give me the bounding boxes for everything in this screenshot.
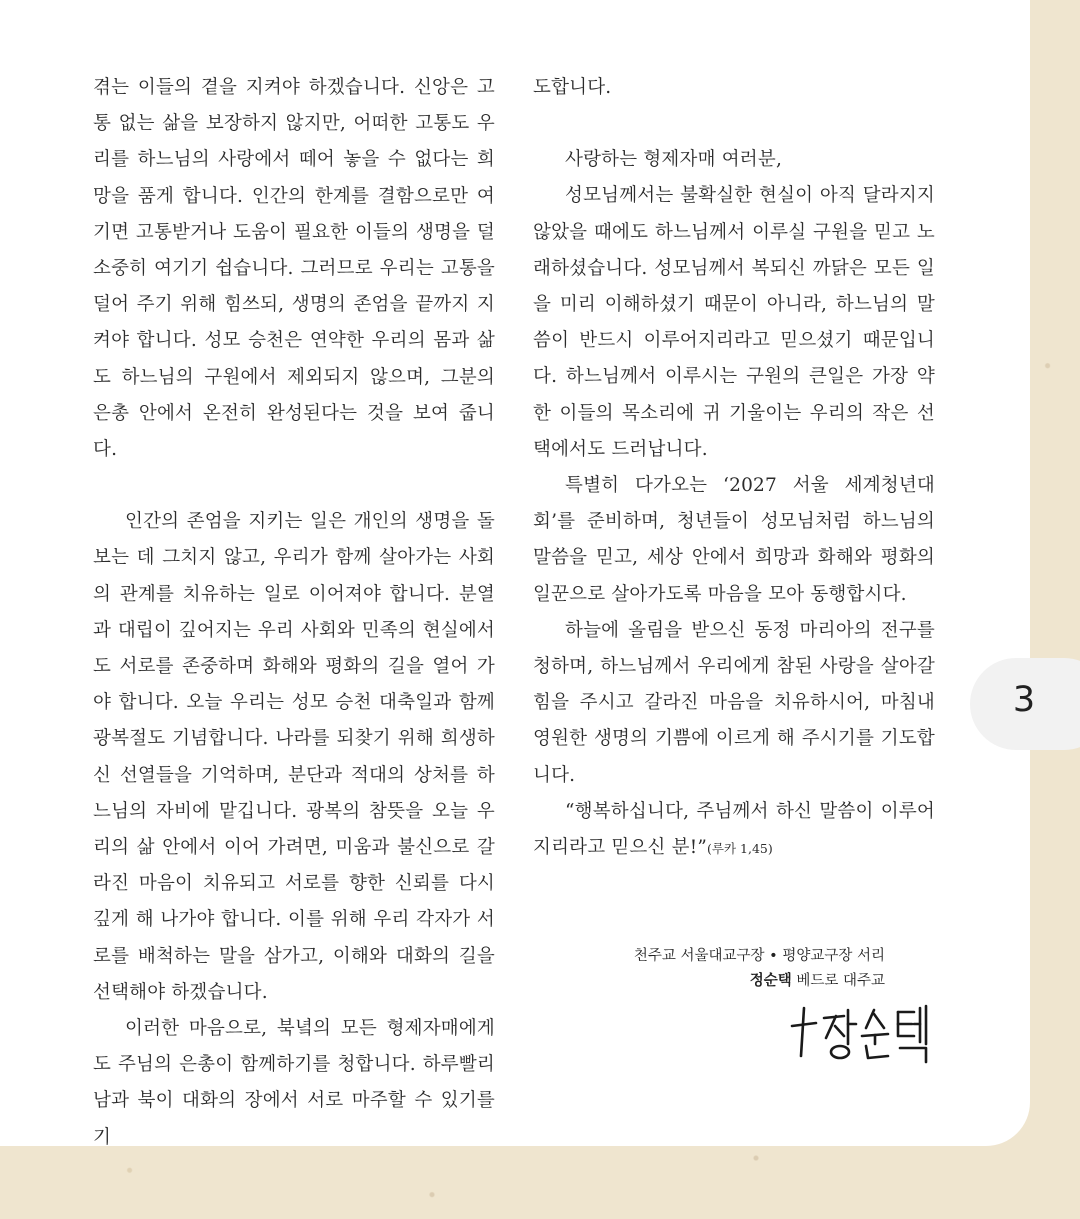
signatory-role: 베드로 대주교 <box>791 973 885 989</box>
paragraph: 도합니다. <box>533 77 612 98</box>
quote-text: “행복하십니다, 주님께서 하신 말씀이 이루어지리라고 믿으신 분!” <box>533 800 935 859</box>
right-column <box>533 70 935 867</box>
signatory-line <box>634 969 885 994</box>
signatory-title: 천주교 서울대교구장 • 평양교구장 서리 <box>633 948 885 964</box>
paragraph: 하늘에 올림을 받으신 동정 마리아의 전구를 청하며, 하느님께서 우리에게 참된 사랑을 살아갈 힘을 주시고 갈라진 마음을 치유하시어, 마침내 영원한 생명의 기쁨에 이르게 해 주시기를 기도합니다. <box>533 619 935 786</box>
page-number: 3 <box>1012 680 1036 720</box>
greeting: 사랑하는 형제자매 여러분, <box>565 149 783 171</box>
quote-citation: (루카 1,45) <box>707 841 773 857</box>
handwritten-signature <box>788 996 938 1066</box>
paragraph: 인간의 존엄을 지키는 일은 개인의 생명을 돌보는 데 그치지 않고, 우리가 함께 살아가는 사회의 관계를 치유하는 일로 이어져야 합니다. 분열과 대립이 깊어지는 우리 사회와 민족의 현실에서도 서로를 존중하며 화해와 평화의 길을 열어 가야 합니다. 오늘 우리는 성모 승천 대축일과 함께 광복절도 기념합니다. 나라를 되찾기 위해 희생하신 선열들을 기억하며, 분단과 적대의 상처를 하느님의 자비에 맡깁니다. 광복의 참뜻을 오늘 우리의 삶 안에서 이어 가려면, 미움과 불신으로 갈라진 마음이 치유되고 서로를 향한 신뢰를 다시 깊게 해 나가야 합니다. 이를 위해 우리 각자가 서로를 배척하는 말을 삼가고, 이해와 대화의 길을 선택해야 하겠습니다. <box>93 511 495 1003</box>
paragraph: 특별히 다가오는 ‘2027 서울 세계청년대회’를 준비하며, 청년들이 성모님처럼 하느님의 말씀을 믿고, 세상 안에서 희망과 화해와 평화의 일꾼으로 살아가도록 마음을 모아 동행합시다. <box>533 475 935 605</box>
signatory-name: 정순택 <box>749 973 792 989</box>
paragraph: 겪는 이들의 곁을 지켜야 하겠습니다. 신앙은 고통 없는 삶을 보장하지 않지만, 어떠한 고통도 우리를 하느님의 사랑에서 떼어 놓을 수 없다는 희망을 품게 합니다. 인간의 한계를 결함으로만 여기면 고통받거나 도움이 필요한 이들의 생명을 덜 소중히 여기기 쉽습니다. 그러므로 우리는 고통을 덜어 주기 위해 힘쓰되, 생명의 존엄을 끝까지 지켜야 합니다. 성모 승천은 연약한 우리의 몸과 삶도 하느님의 구원에서 제외되지 않으며, 그분의 은총 안에서 온전히 완성된다는 것을 보여 줍니다. <box>93 77 495 461</box>
paragraph: 이러한 마음으로, 북녘의 모든 형제자매에게도 주님의 은총이 함께하기를 청합니다. 하루빨리 남과 북이 대화의 장에서 서로 마주할 수 있기를 기 <box>93 1018 495 1148</box>
paragraph: 성모님께서는 불확실한 현실이 아직 달라지지 않았을 때에도 하느님께서 이루실 구원을 믿고 노래하셨습니다. 성모님께서 복되신 까닭은 모든 일을 미리 이해하셨기 때문이 아니라, 하느님의 말씀이 반드시 이루어지리라고 믿으셨기 때문입니다. 하느님께서 이루시는 구원의 큰일은 가장 약한 이들의 목소리에 귀 기울이는 우리의 작은 선택에서도 드러납니다. <box>533 185 935 460</box>
left-column <box>93 70 495 1156</box>
bible-quote <box>533 794 935 867</box>
signature-block <box>634 944 885 994</box>
